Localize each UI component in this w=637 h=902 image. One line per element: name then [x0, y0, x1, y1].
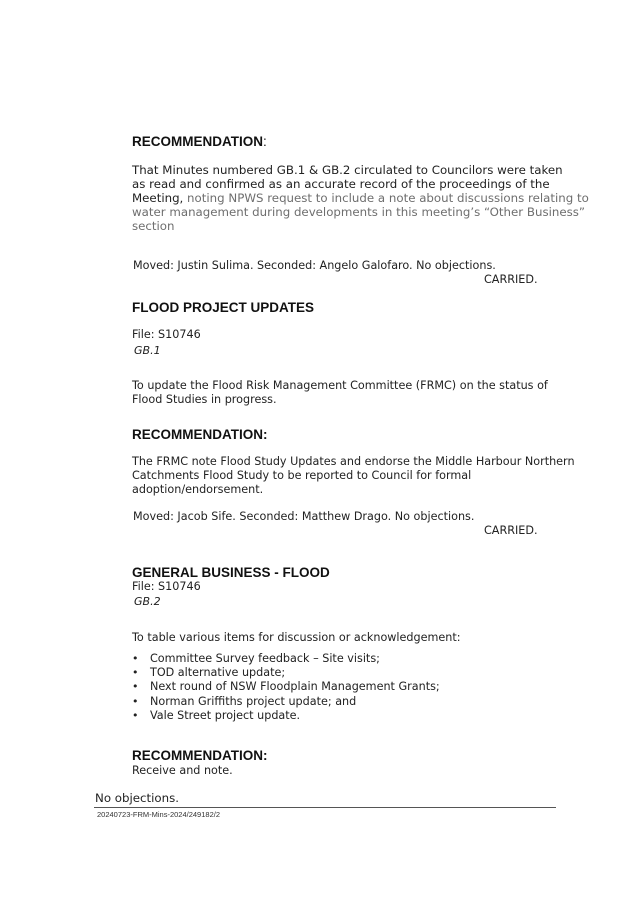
carried-1: CARRIED.	[484, 273, 538, 286]
flood-purpose-text	[132, 379, 548, 407]
recommendation-1-line: That Minutes numbered GB.1 & GB.2 circulated to Councilors were taken	[132, 163, 563, 177]
recommendation-1-text	[132, 163, 589, 233]
recommendation-3-text: Receive and note.	[132, 764, 233, 777]
file-number-2: File: S10746	[132, 580, 201, 593]
flood-purpose-line: To update the Flood Risk Management Committee (FRMC) on the status of	[132, 379, 548, 392]
list-item: • TOD alternative update;	[132, 666, 440, 680]
npws-note-line: section	[132, 219, 175, 233]
general-business-items	[132, 652, 440, 723]
footer-divider	[94, 807, 556, 808]
recommendation-2-line: adoption/endorsement.	[132, 483, 264, 496]
no-objections-closing: No objections.	[95, 791, 180, 805]
flood-project-updates-heading: FLOOD PROJECT UPDATES	[132, 300, 315, 315]
general-business-heading: GENERAL BUSINESS - FLOOD	[132, 565, 330, 580]
gb1-reference: GB.1	[134, 344, 161, 357]
recommendation-2-line: The FRMC note Flood Study Updates and endorse the Middle Harbour Northern	[132, 455, 575, 468]
recommendation-heading-1: RECOMMENDATION:	[132, 134, 267, 149]
general-business-intro: To table various items for discussion or acknowledgement:	[132, 631, 461, 644]
recommendation-1-line: Meeting, noting NPWS request to include a note about discussions relating to	[132, 191, 589, 205]
carried-2: CARRIED.	[484, 524, 538, 537]
list-item: • Next round of NSW Floodplain Management Grants;	[132, 680, 440, 694]
recommendation-1-line: as read and confirmed as an accurate record of the proceedings of the	[132, 177, 550, 191]
recommendation-heading-2: RECOMMENDATION:	[132, 427, 268, 442]
list-item: • Norman Griffiths project update; and	[132, 695, 440, 709]
moved-seconded-1: Moved: Justin Sulima. Seconded: Angelo Galofaro. No objections.	[133, 259, 496, 272]
file-number-1: File: S10746	[132, 328, 201, 341]
recommendation-2-text	[132, 455, 575, 497]
npws-note: noting NPWS request to include a note about discussions relating to	[183, 191, 589, 205]
recommendation-heading-3: RECOMMENDATION:	[132, 748, 268, 763]
document-reference-footer: 20240723-FRM-Mins-2024/249182/2	[97, 810, 220, 819]
moved-seconded-2: Moved: Jacob Sife. Seconded: Matthew Drago. No objections.	[133, 510, 475, 523]
list-item: • Vale Street project update.	[132, 709, 440, 723]
gb2-reference: GB.2	[134, 595, 161, 608]
recommendation-2-line: Catchments Flood Study to be reported to Council for formal	[132, 469, 472, 482]
flood-purpose-line: Flood Studies in progress.	[132, 393, 277, 406]
list-item: • Committee Survey feedback – Site visits;	[132, 652, 440, 666]
npws-note-line: water management during developments in this meeting’s “Other Business”	[132, 205, 586, 219]
